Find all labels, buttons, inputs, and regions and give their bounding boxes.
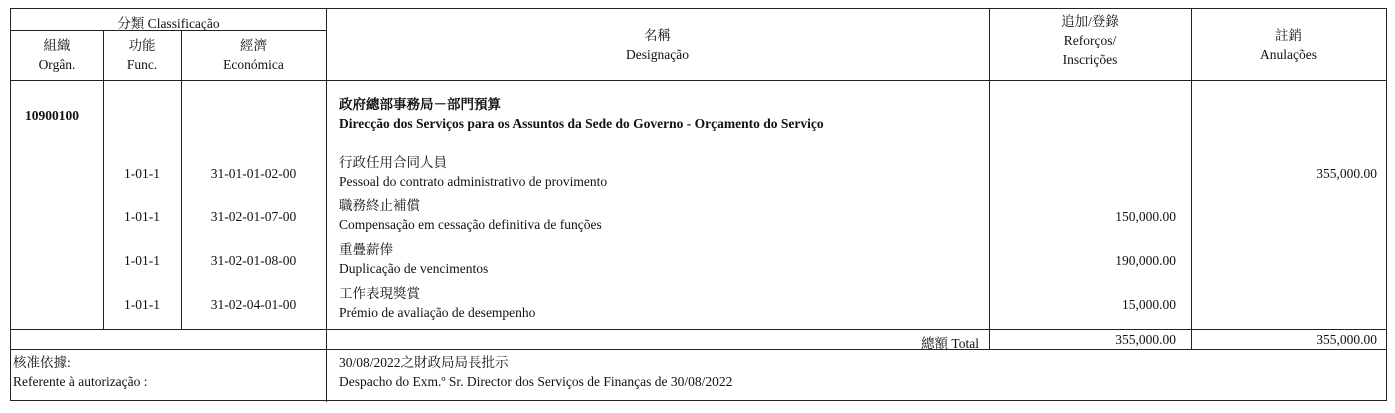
total-anulacoes: 355,000.00 (1316, 332, 1377, 347)
row-4-econ: 31-02-04-01-00 (210, 297, 297, 312)
footer-value (339, 353, 732, 391)
row-4-func: 1-01-1 (124, 297, 160, 312)
organ-header-pt: Orgân. (38, 57, 76, 72)
total-reforcos: 355,000.00 (1115, 332, 1176, 347)
econ-header-pt: Económica (223, 57, 284, 72)
col-rule-econ (326, 9, 327, 402)
row-2-reforcos: 150,000.00 (1115, 209, 1176, 224)
total-top-rule (11, 329, 1386, 330)
organ-header-zh: 組織 (43, 38, 71, 53)
budget-table (10, 8, 1387, 401)
row-3-econ: 31-02-01-08-00 (210, 253, 297, 268)
row-2-econ: 31-02-01-07-00 (210, 209, 297, 224)
designation-header-zh: 名稱 (644, 28, 671, 43)
organ-header (11, 36, 103, 74)
reforcos-header-pt1: Reforços/ (1063, 33, 1117, 48)
reforcos-header (989, 12, 1191, 69)
classification-header: 分類 Classificação (117, 16, 220, 31)
row-2-func: 1-01-1 (124, 209, 160, 224)
reforcos-header-pt2: Inscrições (1062, 52, 1118, 67)
row-3-func: 1-01-1 (124, 253, 160, 268)
department-code: 10900100 (25, 108, 79, 123)
header-bottom-rule (11, 80, 1386, 81)
designation-header-pt: Designação (626, 47, 689, 62)
row-2-designation (339, 196, 602, 234)
total-label: 總額 Total (921, 336, 979, 351)
footer-label-pt: Referente à autorização : (13, 374, 148, 389)
row-1-func: 1-01-1 (124, 166, 160, 181)
row-4-name-pt: Prémio de avaliação de desempenho (339, 305, 536, 320)
department-name-zh: 政府總部事務局－部門預算 (339, 97, 501, 112)
row-1-name-zh: 行政任用合同人員 (339, 155, 447, 170)
row-3-designation (339, 240, 488, 278)
func-header-pt: Func. (126, 57, 158, 72)
econ-header-zh: 經濟 (240, 38, 267, 53)
footer-value-pt: Despacho do Exm.º Sr. Director dos Serviços de Finanças de 30/08/2022 (339, 374, 733, 389)
row-1-anulacoes: 355,000.00 (1316, 166, 1377, 181)
row-4-designation (339, 284, 535, 322)
footer-label (13, 353, 148, 391)
econ-header (181, 36, 326, 74)
func-header-zh: 功能 (128, 38, 156, 53)
footer-value-zh: 30/08/2022之財政局局長批示 (339, 355, 509, 370)
func-header (103, 36, 181, 74)
row-2-name-pt: Compensação em cessação definitiva de funções (339, 217, 602, 232)
reforcos-header-zh: 追加/登錄 (1061, 14, 1119, 29)
row-1-designation (339, 153, 607, 191)
row-2-name-zh: 職務終止補償 (339, 198, 420, 213)
footer-label-zh: 核准依據: (13, 355, 71, 370)
anulacoes-header-zh: 註銷 (1275, 28, 1302, 43)
department-name-pt: Direcção dos Serviços para os Assuntos da Sede do Governo - Orçamento do Serviço (339, 116, 824, 131)
designation-header (326, 26, 989, 64)
row-1-econ: 31-01-01-02-00 (210, 166, 297, 181)
anulacoes-header-pt: Anulações (1260, 47, 1317, 62)
anulacoes-header (1191, 26, 1386, 64)
row-3-name-pt: Duplicação de vencimentos (339, 261, 489, 276)
row-3-reforcos: 190,000.00 (1115, 253, 1176, 268)
row-1-name-pt: Pessoal do contrato administrativo de provimento (339, 174, 608, 189)
row-3-name-zh: 重疊薪俸 (339, 242, 393, 257)
row-4-name-zh: 工作表現獎賞 (339, 286, 420, 301)
row-4-reforcos: 15,000.00 (1122, 297, 1176, 312)
department-name (339, 95, 824, 133)
